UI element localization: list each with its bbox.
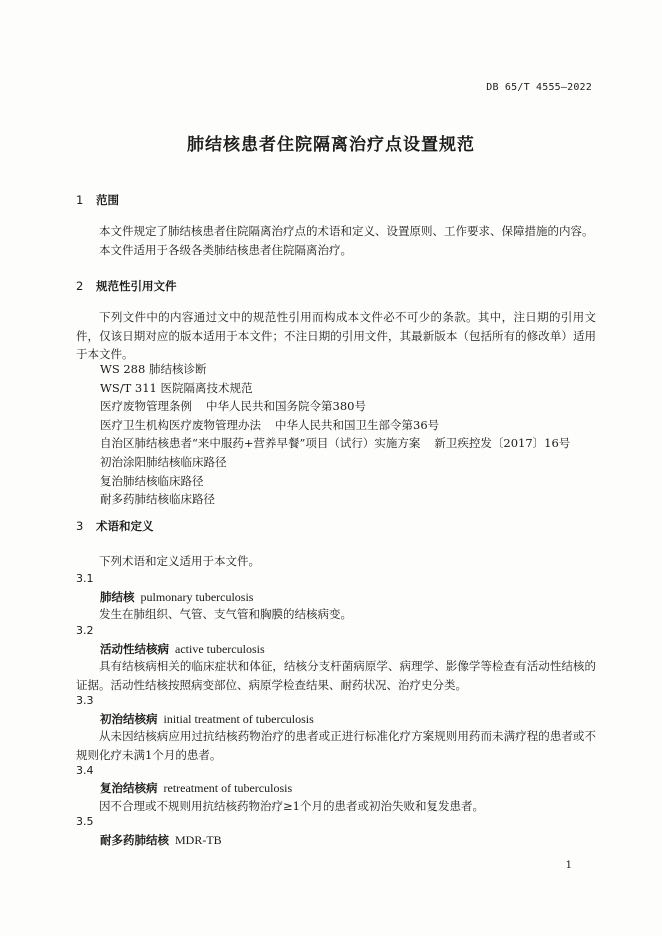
reference-item: 医疗废物管理条例 中华人民共和国务院令第380号 [100, 399, 366, 414]
reference-item: 初治涂阳肺结核临床路径 [100, 454, 227, 469]
term-zh: 肺结核 [100, 590, 135, 604]
page-number: 1 [565, 860, 572, 871]
term-en: pulmonary tuberculosis [140, 590, 254, 604]
reference-item: WS/T 311 医院隔离技术规范 [100, 380, 253, 395]
term-zh: 初治结核病 [100, 712, 158, 726]
term-number: 3.2 [76, 624, 94, 637]
section-1-paragraph-2: 本文件适用于各级各类肺结核患者住院隔离治疗。 [99, 243, 352, 257]
term-zh: 活动性结核病 [100, 642, 169, 656]
standard-code: DB 65/T 4555—2022 [486, 82, 592, 93]
reference-item: WS 288 肺结核诊断 [100, 362, 207, 376]
reference-list [100, 360, 584, 509]
section-title: 范围 [96, 193, 119, 207]
section-3-intro: 下列术语和定义适用于本文件。 [99, 554, 260, 568]
section-number: 3 [76, 519, 84, 533]
term-title [100, 780, 292, 796]
term-en: active tuberculosis [175, 642, 265, 656]
reference-item: 耐多药肺结核临床路径 [100, 492, 215, 507]
term-en: MDR-TB [175, 833, 222, 847]
term-en: retreatment of tuberculosis [163, 781, 293, 795]
section-2-paragraph: 下列文件中的内容通过文中的规范性引用而构成本文件必不可少的条款。其中，注日期的引用文件，仅该日期对应的版本适用于本文件；不注日期的引用文件，其最新版本（包括所有的修改单）适用于本文件。 [76, 310, 596, 361]
section-2-heading [76, 278, 177, 294]
term-title [100, 589, 253, 605]
term-title [100, 711, 314, 727]
term-title [100, 641, 265, 657]
term-number: 3.4 [76, 764, 94, 777]
section-3-heading [76, 518, 154, 534]
reference-item: 复治肺结核临床路径 [100, 473, 204, 488]
term-zh: 复治结核病 [100, 781, 158, 795]
term-zh: 耐多药肺结核 [100, 833, 169, 847]
section-1-paragraph-1: 本文件规定了肺结核患者住院隔离治疗点的术语和定义、设置原则、工作要求、保障措施的内容。 [99, 224, 594, 238]
term-number: 3.5 [76, 815, 94, 828]
term-definition: 发生在肺组织、气管、支气管和胸膜的结核病变。 [99, 607, 352, 621]
reference-item: 医疗卫生机构医疗废物管理办法 中华人民共和国卫生部令第36号 [100, 417, 440, 432]
document-title: 肺结核患者住院隔离治疗点设置规范 [187, 135, 475, 155]
term-number: 3.3 [76, 694, 94, 707]
section-title: 规范性引用文件 [96, 279, 177, 293]
section-number: 1 [76, 193, 84, 207]
term-en: initial treatment of tuberculosis [163, 712, 314, 726]
term-definition: 具有结核病相关的临床症状和体征，结核分支杆菌病原学、病理学、影像学等检查有活动性结核的证据。活动性结核按照病变部位、病原学检查结果、耐药状况、治疗史分类。 [76, 659, 596, 692]
section-title: 术语和定义 [96, 519, 154, 533]
section-number: 2 [76, 279, 84, 293]
term-definition: 从未因结核病应用过抗结核药物治疗的患者或正进行标准化疗方案规则用药而未满疗程的患者或不规则化疗未满1个月的患者。 [76, 729, 596, 762]
reference-item: 自治区肺结核患者“来中服药+营养早餐”项目（试行）实施方案 新卫疾控发〔2017〕16号 [100, 436, 571, 451]
term-title [100, 832, 222, 848]
section-1-heading [76, 192, 119, 208]
term-definition: 因不合理或不规则用抗结核药物治疗≥1个月的患者或初治失败和复发患者。 [99, 799, 484, 813]
term-number: 3.1 [76, 572, 94, 585]
